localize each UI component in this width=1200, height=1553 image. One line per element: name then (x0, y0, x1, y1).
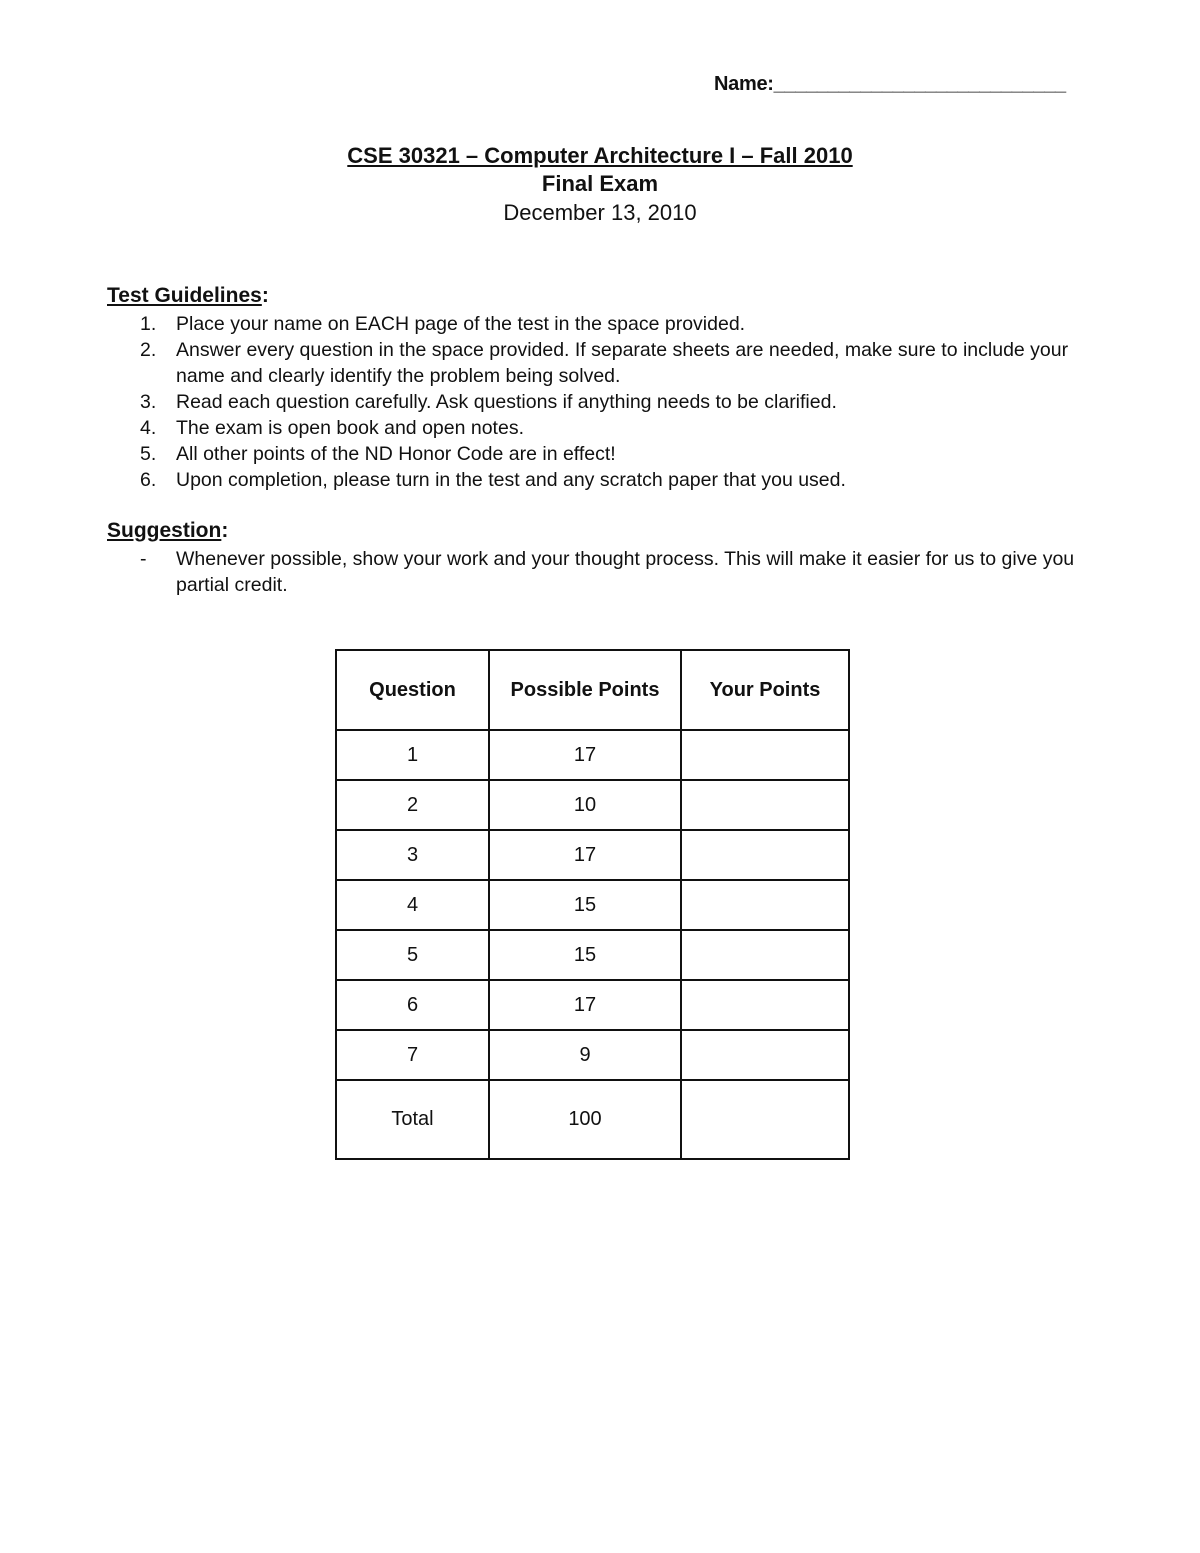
exam-date: December 13, 2010 (503, 200, 697, 225)
table-row (336, 980, 849, 1030)
name-field-line[interactable] (714, 73, 1066, 96)
table-row (336, 1030, 849, 1080)
possible-points-cell: 9 (489, 1030, 681, 1080)
suggestion-text: Whenever possible, show your work and your thought process. This will make it easier for us to give you partial credit. (176, 548, 1075, 596)
guidelines-list (107, 311, 1097, 493)
suggestion-bullet: - (140, 548, 147, 570)
your-points-cell[interactable] (681, 880, 849, 930)
column-header-your-points: Your Points (681, 650, 849, 730)
guideline-text: Answer every question in the space provided. If separate sheets are needed, make sure to include your name and clearly identify the problem being solved. (176, 339, 1069, 387)
column-header-possible-points: Possible Points (489, 650, 681, 730)
guideline-number: 5. (140, 443, 157, 465)
guideline-item (107, 415, 1097, 441)
table-row (336, 780, 849, 830)
guideline-number: 2. (140, 339, 157, 361)
guidelines-heading-colon: : (261, 284, 269, 307)
guidelines-heading (107, 284, 269, 308)
guideline-number: 6. (140, 469, 157, 491)
column-header-question: Question (336, 650, 489, 730)
question-cell: 7 (336, 1030, 489, 1080)
your-points-cell[interactable] (681, 1030, 849, 1080)
course-title: CSE 30321 – Computer Architecture I – Fall 2010 (347, 143, 853, 168)
total-label-cell: Total (336, 1080, 489, 1159)
your-points-cell[interactable] (681, 780, 849, 830)
guideline-item (107, 467, 1097, 493)
guidelines-heading-text: Test Guidelines (107, 284, 262, 307)
suggestion-list (107, 546, 1097, 598)
possible-points-cell: 17 (489, 730, 681, 780)
guideline-item (107, 311, 1097, 337)
exam-name: Final Exam (541, 171, 659, 196)
guideline-item (107, 337, 1097, 389)
suggestion-heading-text: Suggestion (107, 519, 222, 542)
suggestion-item (107, 546, 1097, 598)
score-table-header-row (336, 650, 849, 730)
possible-points-cell: 10 (489, 780, 681, 830)
your-points-cell[interactable] (681, 730, 849, 780)
question-cell: 6 (336, 980, 489, 1030)
name-label: Name: (714, 73, 774, 95)
guideline-text: Place your name on EACH page of the test in the space provided. (176, 313, 746, 335)
guideline-text: All other points of the ND Honor Code are in effect! (176, 443, 616, 465)
total-possible-cell: 100 (489, 1080, 681, 1159)
table-row (336, 930, 849, 980)
possible-points-cell: 17 (489, 830, 681, 880)
suggestion-heading-colon: : (221, 519, 229, 542)
your-points-cell[interactable] (681, 930, 849, 980)
guideline-text: Upon completion, please turn in the test and any scratch paper that you used. (176, 469, 846, 491)
possible-points-cell: 17 (489, 980, 681, 1030)
question-cell: 1 (336, 730, 489, 780)
guideline-number: 4. (140, 417, 157, 439)
guideline-text: The exam is open book and open notes. (176, 417, 524, 439)
guideline-number: 3. (140, 391, 157, 413)
question-cell: 2 (336, 780, 489, 830)
table-row (336, 730, 849, 780)
question-cell: 5 (336, 930, 489, 980)
exam-title-block (0, 142, 1200, 228)
question-cell: 3 (336, 830, 489, 880)
question-cell: 4 (336, 880, 489, 930)
guideline-item (107, 441, 1097, 467)
suggestion-heading (107, 519, 228, 543)
possible-points-cell: 15 (489, 930, 681, 980)
name-blank[interactable]: ___________________________ (773, 73, 1066, 95)
table-row (336, 830, 849, 880)
guideline-text: Read each question carefully. Ask questions if anything needs to be clarified. (176, 391, 837, 413)
score-table (335, 649, 850, 1160)
guideline-item (107, 389, 1097, 415)
your-points-cell[interactable] (681, 980, 849, 1030)
possible-points-cell: 15 (489, 880, 681, 930)
table-row (336, 880, 849, 930)
total-row (336, 1080, 849, 1159)
total-your-points-cell[interactable] (681, 1080, 849, 1159)
your-points-cell[interactable] (681, 830, 849, 880)
guideline-number: 1. (140, 313, 157, 335)
